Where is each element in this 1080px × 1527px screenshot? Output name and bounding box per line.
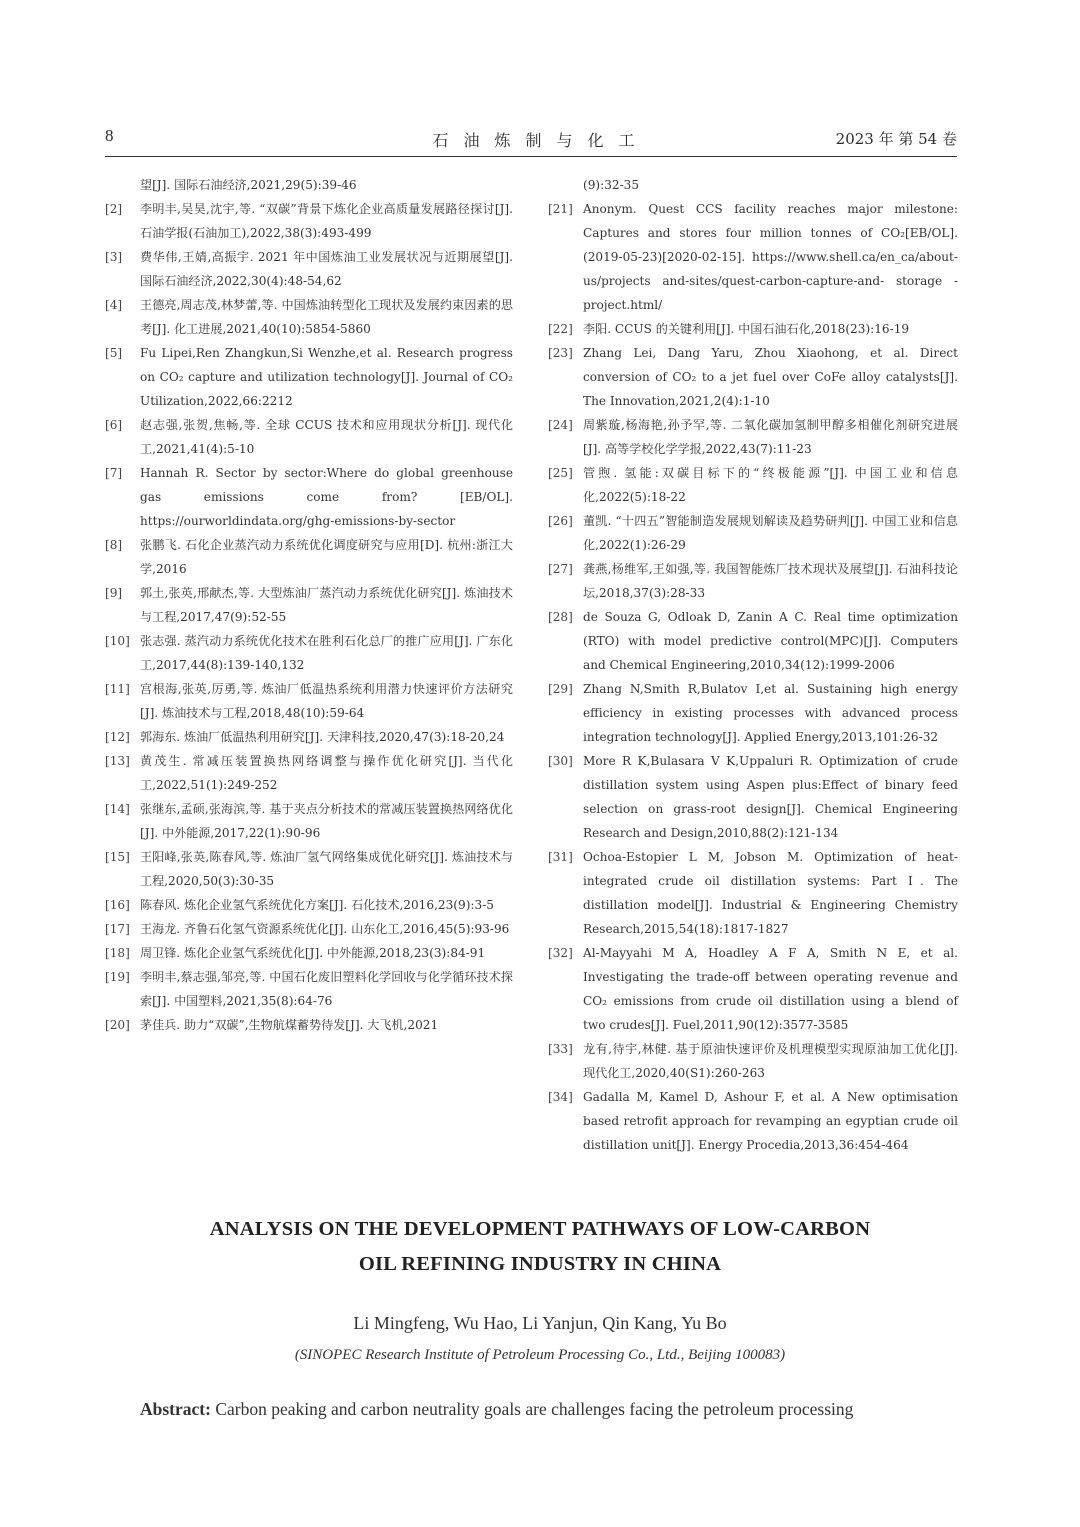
reference-number: [16] bbox=[105, 898, 130, 912]
reference-text: Gadalla M, Kamel D, Ashour F, et al. A New optimisation based retrofit approach for revamping an egyptian crude oil distillation unit[J]. Energy Procedia,2013,36:454-464 bbox=[583, 1090, 958, 1152]
reference-number: [18] bbox=[105, 946, 130, 960]
reference-item bbox=[548, 845, 958, 941]
reference-number: [20] bbox=[105, 1018, 130, 1032]
reference-text: 王阳峰,张英,陈春风,等. 炼油厂氢气网络集成优化研究[J]. 炼油技术与工程,2020,50(3):30-35 bbox=[140, 850, 513, 888]
reference-text: 李明丰,吴昊,沈宇,等. “双碳”背景下炼化企业高质量发展路径探讨[J]. 石油学报(石油加工),2022,38(3):493-499 bbox=[140, 202, 513, 240]
reference-text: 董凯. “十四五”智能制造发展规划解读及趋势研判[J]. 中国工业和信息化,2022(1):26-29 bbox=[583, 514, 958, 552]
reference-number: [24] bbox=[548, 418, 573, 432]
reference-number: [25] bbox=[548, 466, 573, 480]
reference-text: (9):32-35 bbox=[583, 178, 640, 192]
reference-number: [31] bbox=[548, 850, 573, 864]
reference-text: 张鹏飞. 石化企业蒸汽动力系统优化调度研究与应用[D]. 杭州:浙江大学,2016 bbox=[140, 538, 513, 576]
reference-item bbox=[548, 341, 958, 413]
reference-number: [3] bbox=[105, 250, 123, 264]
english-title bbox=[100, 1212, 980, 1282]
reference-item bbox=[105, 293, 513, 341]
reference-text: 管煦. 氢能:双碳目标下的“终极能源”[J]. 中国工业和信息化,2022(5):18-22 bbox=[583, 466, 958, 504]
reference-item bbox=[548, 605, 958, 677]
references-left-column bbox=[105, 173, 513, 1037]
reference-text: Ochoa-Estopier L M, Jobson M. Optimization of heat-integrated crude oil distillation systems: Part Ⅰ. The distillation model[J]. Industrial & Engineering Chemistry Research,2015,54(18):1817-1827 bbox=[583, 850, 958, 936]
reference-number: [8] bbox=[105, 538, 123, 552]
abstract bbox=[140, 1399, 960, 1420]
reference-item bbox=[548, 413, 958, 461]
reference-item bbox=[548, 317, 958, 341]
reference-text: 陈春风. 炼化企业氢气系统优化方案[J]. 石化技术,2016,23(9):3-5 bbox=[140, 898, 494, 912]
reference-item bbox=[105, 629, 513, 677]
reference-text: 郭海东. 炼油厂低温热利用研究[J]. 天津科技,2020,47(3):18-20,24 bbox=[140, 730, 505, 744]
running-header bbox=[105, 126, 957, 157]
reference-item bbox=[105, 965, 513, 1013]
reference-item bbox=[105, 581, 513, 629]
volume-info: 2023 年 第 54 卷 bbox=[835, 130, 957, 148]
reference-text: 茅佳兵. 助力“双碳”,生物航煤蓄势待发[J]. 大飞机,2021 bbox=[140, 1018, 439, 1032]
reference-text: Anonym. Quest CCS facility reaches major milestone: Captures and stores four million tonnes of CO₂[EB/OL]. (2019-05-23)[2020-02-15]. https://www.shell.ca/en_ca/about-us/projects and-sites/quest-carbon-capture-and- storage -project.html/ bbox=[583, 202, 958, 312]
abstract-text: Carbon peaking and carbon neutrality goals are challenges facing the petroleum processing bbox=[215, 1399, 854, 1419]
reference-text: 宫根海,张英,厉勇,等. 炼油厂低温热系统利用潜力快速评价方法研究[J]. 炼油技术与工程,2018,48(10):59-64 bbox=[140, 682, 513, 720]
reference-number: [32] bbox=[548, 946, 573, 960]
reference-text: More R K,Bulasara V K,Uppaluri R. Optimization of crude distillation system using Aspen plus:Effect of binary feed selection on grass-root design[J]. Chemical Engineering Research and Design,2010,88(2):121-134 bbox=[583, 754, 958, 840]
reference-item bbox=[548, 677, 958, 749]
authors: Li Mingfeng, Wu Hao, Li Yanjun, Qin Kang, Yu Bo bbox=[353, 1313, 727, 1333]
reference-text: Hannah R. Sector by sector:Where do global greenhouse gas emissions come from? [EB/OL]. https://ourworldindata.org/ghg-emissions-by-sector bbox=[140, 466, 513, 528]
reference-number: [13] bbox=[105, 754, 130, 768]
reference-item bbox=[105, 245, 513, 293]
reference-item bbox=[105, 725, 513, 749]
reference-text: 王德亮,周志茂,林梦蕾,等. 中国炼油转型化工现状及发展约束因素的思考[J]. 化工进展,2021,40(10):5854-5860 bbox=[140, 298, 513, 336]
reference-item bbox=[105, 749, 513, 797]
abstract-label: Abstract: bbox=[140, 1399, 211, 1419]
reference-item bbox=[548, 173, 958, 197]
reference-item bbox=[548, 749, 958, 845]
reference-number: [33] bbox=[548, 1042, 573, 1056]
reference-text: 张志强. 蒸汽动力系统优化技术在胜利石化总厂的推广应用[J]. 广东化工,2017,44(8):139-140,132 bbox=[140, 634, 513, 672]
reference-item bbox=[105, 797, 513, 845]
reference-text: 张继东,孟硕,张海滨,等. 基于夹点分析技术的常减压装置换热网络优化[J]. 中外能源,2017,22(1):90-96 bbox=[140, 802, 513, 840]
reference-text: 赵志强,张贺,焦畅,等. 全球 CCUS 技术和应用现状分析[J]. 现代化工,2021,41(4):5-10 bbox=[140, 418, 513, 456]
reference-item bbox=[105, 413, 513, 461]
reference-number: [12] bbox=[105, 730, 130, 744]
reference-item bbox=[548, 509, 958, 557]
reference-text: Al-Mayyahi M A, Hoadley A F A, Smith N E, et al. Investigating the trade-off between operating revenue and CO₂ emissions from crude oil distillation using a blend of two crudes[J]. Fuel,2011,90(12):3577-3585 bbox=[583, 946, 958, 1032]
reference-item bbox=[548, 197, 958, 317]
reference-number: [5] bbox=[105, 346, 123, 360]
reference-number: [19] bbox=[105, 970, 130, 984]
english-title-line: ANALYSIS ON THE DEVELOPMENT PATHWAYS OF LOW-CARBON bbox=[209, 1218, 871, 1240]
reference-number: [14] bbox=[105, 802, 130, 816]
reference-number: [34] bbox=[548, 1090, 573, 1104]
english-title-line: OIL REFINING INDUSTRY IN CHINA bbox=[358, 1253, 722, 1275]
reference-item bbox=[105, 893, 513, 917]
reference-number: [6] bbox=[105, 418, 123, 432]
reference-number: [9] bbox=[105, 586, 123, 600]
reference-text: Zhang Lei, Dang Yaru, Zhou Xiaohong, et al. Direct conversion of CO₂ to a jet fuel over CoFe alloy catalysts[J]. The Innovation,2021,2(4):1-10 bbox=[583, 346, 958, 408]
reference-text: 李明丰,蔡志强,邹亮,等. 中国石化废旧塑料化学回收与化学循环技术探索[J]. 中国塑料,2021,35(8):64-76 bbox=[140, 970, 513, 1008]
reference-number: [11] bbox=[105, 682, 130, 696]
reference-item bbox=[105, 173, 513, 197]
reference-item bbox=[105, 917, 513, 941]
reference-text: 黄茂生. 常减压装置换热网络调整与操作优化研究[J]. 当代化工,2022,51(1):249-252 bbox=[140, 754, 513, 792]
reference-text: 李阳. CCUS 的关键利用[J]. 中国石油石化,2018(23):16-19 bbox=[583, 322, 910, 336]
references-right-column bbox=[548, 173, 958, 1157]
reference-number: [28] bbox=[548, 610, 573, 624]
reference-number: [27] bbox=[548, 562, 573, 576]
reference-number: [22] bbox=[548, 322, 573, 336]
reference-text: de Souza G, Odloak D, Zanin A C. Real time optimization (RTO) with model predictive control(MPC)[J]. Computers and Chemical Engineering,2010,34(12):1999-2006 bbox=[583, 610, 958, 672]
reference-number: [29] bbox=[548, 682, 573, 696]
reference-text: Fu Lipei,Ren Zhangkun,Si Wenzhe,et al. Research progress on CO₂ capture and utilization technology[J]. Journal of CO₂ Utilization,2022,66:2212 bbox=[140, 346, 513, 408]
reference-number: [17] bbox=[105, 922, 130, 936]
reference-number: [2] bbox=[105, 202, 123, 216]
reference-number: [15] bbox=[105, 850, 130, 864]
reference-item bbox=[548, 1085, 958, 1157]
reference-text: 龚燕,杨维军,王如强,等. 我国智能炼厂技术现状及展望[J]. 石油科技论坛,2018,37(3):28-33 bbox=[583, 562, 958, 600]
reference-text: 周紫璇,杨海艳,孙予罕,等. 二氧化碳加氢制甲醇多相催化剂研究进展[J]. 高等学校化学学报,2022,43(7):11-23 bbox=[583, 418, 958, 456]
reference-text: 龙有,待宇,林健. 基于原油快速评价及机理模型实现原油加工优化[J]. 现代化工,2020,40(S1):260-263 bbox=[583, 1042, 958, 1080]
reference-number: [7] bbox=[105, 466, 123, 480]
reference-item bbox=[548, 941, 958, 1037]
reference-text: 望[J]. 国际石油经济,2021,29(5):39-46 bbox=[140, 178, 357, 192]
reference-text: Zhang N,Smith R,Bulatov I,et al. Sustaining high energy efficiency in existing processes with advanced process integration technology[J]. Applied Energy,2013,101:26-32 bbox=[583, 682, 958, 744]
reference-text: 郭土,张英,邢献杰,等. 大型炼油厂蒸汽动力系统优化研究[J]. 炼油技术与工程,2017,47(9):52-55 bbox=[140, 586, 513, 624]
reference-text: 王海龙. 齐鲁石化氢气资源系统优化[J]. 山东化工,2016,45(5):93-96 bbox=[140, 922, 510, 936]
reference-item bbox=[548, 557, 958, 605]
reference-number: [23] bbox=[548, 346, 573, 360]
reference-item bbox=[548, 1037, 958, 1085]
page-number: 8 bbox=[105, 126, 114, 145]
reference-number: [30] bbox=[548, 754, 573, 768]
journal-title: 石油炼制与化工 bbox=[432, 131, 650, 150]
reference-item bbox=[105, 677, 513, 725]
reference-item bbox=[105, 1013, 513, 1037]
reference-number: [4] bbox=[105, 298, 123, 312]
reference-text: 周卫锋. 炼化企业氢气系统优化[J]. 中外能源,2018,23(3):84-91 bbox=[140, 946, 486, 960]
reference-item bbox=[105, 845, 513, 893]
reference-item bbox=[105, 461, 513, 533]
reference-number: [10] bbox=[105, 634, 130, 648]
reference-item bbox=[105, 341, 513, 413]
reference-number: [21] bbox=[548, 202, 573, 216]
reference-item bbox=[548, 461, 958, 509]
reference-item bbox=[105, 197, 513, 245]
affiliation: (SINOPEC Research Institute of Petroleum Processing Co., Ltd., Beijing 100083) bbox=[294, 1347, 786, 1363]
reference-text: 费华伟,王婧,高振宇. 2021 年中国炼油工业发展状况与近期展望[J]. 国际石油经济,2022,30(4):48-54,62 bbox=[140, 250, 513, 288]
reference-item bbox=[105, 533, 513, 581]
reference-item bbox=[105, 941, 513, 965]
reference-number: [26] bbox=[548, 514, 573, 528]
